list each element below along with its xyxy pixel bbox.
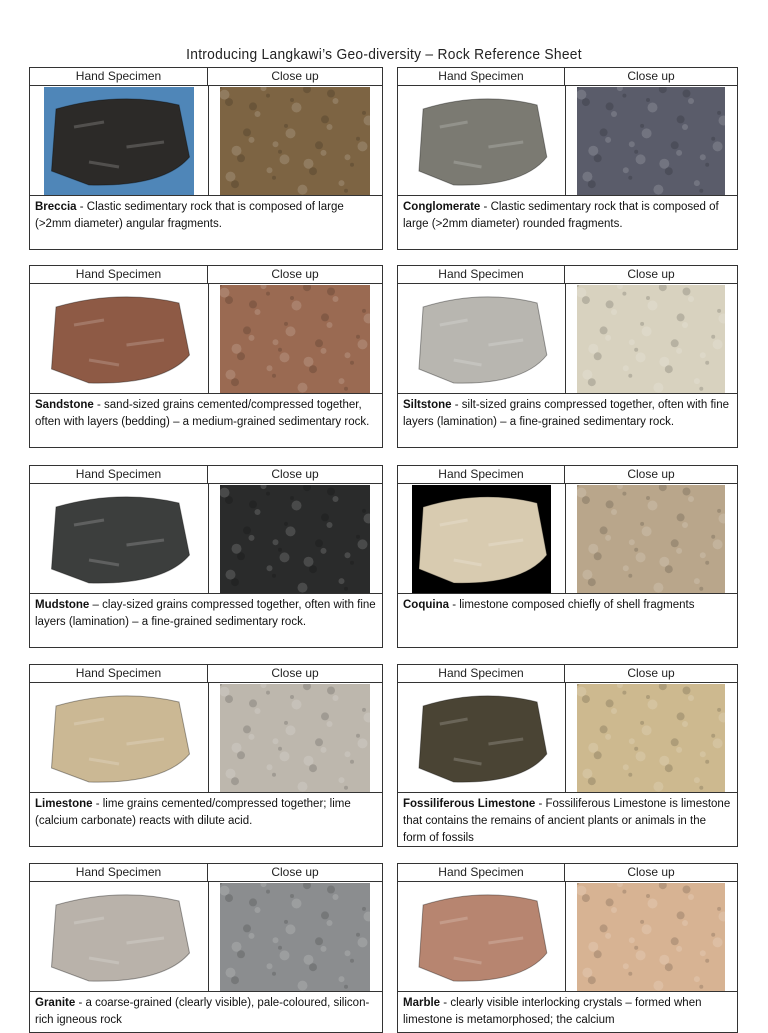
rock-text: a coarse-grained (clearly visible), pale-coloured, silicon-rich igneous rock — [35, 997, 370, 1026]
rock-description — [35, 597, 377, 631]
close-up-header: Close up — [208, 864, 382, 882]
rock-card-breccia — [29, 67, 383, 250]
hand-specimen-image — [44, 883, 194, 991]
hand-specimen-header: Hand Specimen — [398, 68, 565, 86]
rock-text: sand-sized grains cemented/compressed together, often with layers (bedding) – a medium-grained sedimentary rock. — [35, 399, 370, 428]
close-up-image — [220, 684, 370, 792]
hand-specimen-header: Hand Specimen — [398, 665, 565, 683]
column-divider — [565, 683, 566, 793]
rock-separator: - — [93, 399, 105, 411]
rock-text: limestone composed chiefly of shell fragments — [459, 599, 695, 611]
column-divider — [208, 284, 209, 394]
column-divider — [208, 86, 209, 196]
rock-name: Mudstone — [35, 599, 90, 611]
rock-card-conglomerate — [397, 67, 738, 250]
hand-specimen-image — [44, 285, 194, 393]
column-divider — [565, 86, 566, 196]
close-up-header: Close up — [208, 68, 382, 86]
close-up-image — [577, 87, 725, 195]
hand-specimen-image — [412, 87, 551, 195]
close-up-header: Close up — [565, 864, 737, 882]
rock-description — [403, 199, 732, 233]
close-up-header: Close up — [565, 266, 737, 284]
close-up-header: Close up — [565, 665, 737, 683]
hand-specimen-image — [412, 883, 551, 991]
column-divider — [208, 484, 209, 594]
close-up-image — [220, 285, 370, 393]
column-divider — [565, 284, 566, 394]
rock-name: Conglomerate — [403, 201, 481, 213]
rock-separator: - — [92, 798, 103, 810]
rock-card-siltstone — [397, 265, 738, 448]
rock-text: lime grains cemented/compressed together; lime (calcium carbonate) reacts with dilute acid. — [35, 798, 351, 827]
rock-text: Clastic sedimentary rock that is composed of large (>2mm diameter) rounded fragments. — [403, 201, 719, 230]
rock-card-sandstone — [29, 265, 383, 448]
rock-description — [35, 199, 377, 233]
hand-specimen-header: Hand Specimen — [30, 466, 208, 484]
rock-name: Limestone — [35, 798, 93, 810]
close-up-image — [220, 883, 370, 991]
rock-separator: - — [480, 201, 491, 213]
hand-specimen-image — [44, 684, 194, 792]
rock-name: Marble — [403, 997, 441, 1009]
rock-card-coquina — [397, 465, 738, 648]
column-divider — [565, 484, 566, 594]
close-up-image — [577, 883, 725, 991]
hand-specimen-header: Hand Specimen — [30, 665, 208, 683]
rock-name: Siltstone — [403, 399, 452, 411]
rock-separator: - — [76, 201, 87, 213]
close-up-image — [577, 485, 725, 593]
hand-specimen-image — [412, 684, 551, 792]
rock-card-fossiliferous-limestone — [397, 664, 738, 847]
close-up-header: Close up — [208, 665, 382, 683]
hand-specimen-header: Hand Specimen — [30, 864, 208, 882]
rock-name: Granite — [35, 997, 76, 1009]
rock-text: silt-sized grains compressed together, often with fine layers (lamination) – a fine-grained sedimentary rock. — [403, 399, 729, 428]
column-divider — [208, 882, 209, 992]
rock-text: clay-sized grains compressed together, often with fine layers (lamination) – a fine-grained sedimentary rock. — [35, 599, 376, 628]
rock-card-limestone — [29, 664, 383, 847]
rock-description — [403, 796, 732, 847]
rock-description — [35, 397, 377, 431]
hand-specimen-header: Hand Specimen — [30, 266, 208, 284]
close-up-image — [577, 285, 725, 393]
rock-card-mudstone — [29, 465, 383, 648]
close-up-header: Close up — [208, 266, 382, 284]
rock-separator: - — [440, 997, 451, 1009]
hand-specimen-image — [44, 87, 194, 195]
hand-specimen-header: Hand Specimen — [398, 864, 565, 882]
close-up-header: Close up — [208, 466, 382, 484]
close-up-image — [220, 87, 370, 195]
hand-specimen-header: Hand Specimen — [398, 266, 565, 284]
rock-separator: - — [535, 798, 546, 810]
hand-specimen-image — [412, 285, 551, 393]
rock-separator: – — [89, 599, 103, 611]
hand-specimen-image — [44, 485, 194, 593]
rock-name: Coquina — [403, 599, 449, 611]
column-divider — [208, 683, 209, 793]
column-divider — [565, 882, 566, 992]
page-title: Introducing Langkawi’s Geo-diversity – Rock Reference Sheet — [186, 46, 582, 63]
rock-name: Breccia — [35, 201, 77, 213]
rock-card-granite — [29, 863, 383, 1033]
rock-name: Sandstone — [35, 399, 94, 411]
rock-description — [35, 796, 377, 830]
rock-separator: - — [451, 399, 462, 411]
rock-description — [403, 397, 732, 431]
rock-name: Fossiliferous Limestone — [403, 798, 536, 810]
rock-separator: - — [75, 997, 86, 1009]
rock-text: Fossiliferous Limestone is limestone that contains the remains of ancient plants or animals in the form of fossils — [403, 798, 731, 844]
close-up-image — [220, 485, 370, 593]
close-up-image — [577, 684, 725, 792]
hand-specimen-header: Hand Specimen — [30, 68, 208, 86]
hand-specimen-header: Hand Specimen — [398, 466, 565, 484]
close-up-header: Close up — [565, 68, 737, 86]
rock-text: Clastic sedimentary rock that is composed of large (>2mm diameter) angular fragments. — [35, 201, 344, 230]
rock-description — [403, 597, 732, 614]
hand-specimen-image — [412, 485, 551, 593]
close-up-header: Close up — [565, 466, 737, 484]
rock-separator: - — [449, 599, 460, 611]
rock-card-marble — [397, 863, 738, 1033]
rock-text: clearly visible interlocking crystals – formed when limestone is metamorphosed; the calcium — [403, 997, 702, 1026]
